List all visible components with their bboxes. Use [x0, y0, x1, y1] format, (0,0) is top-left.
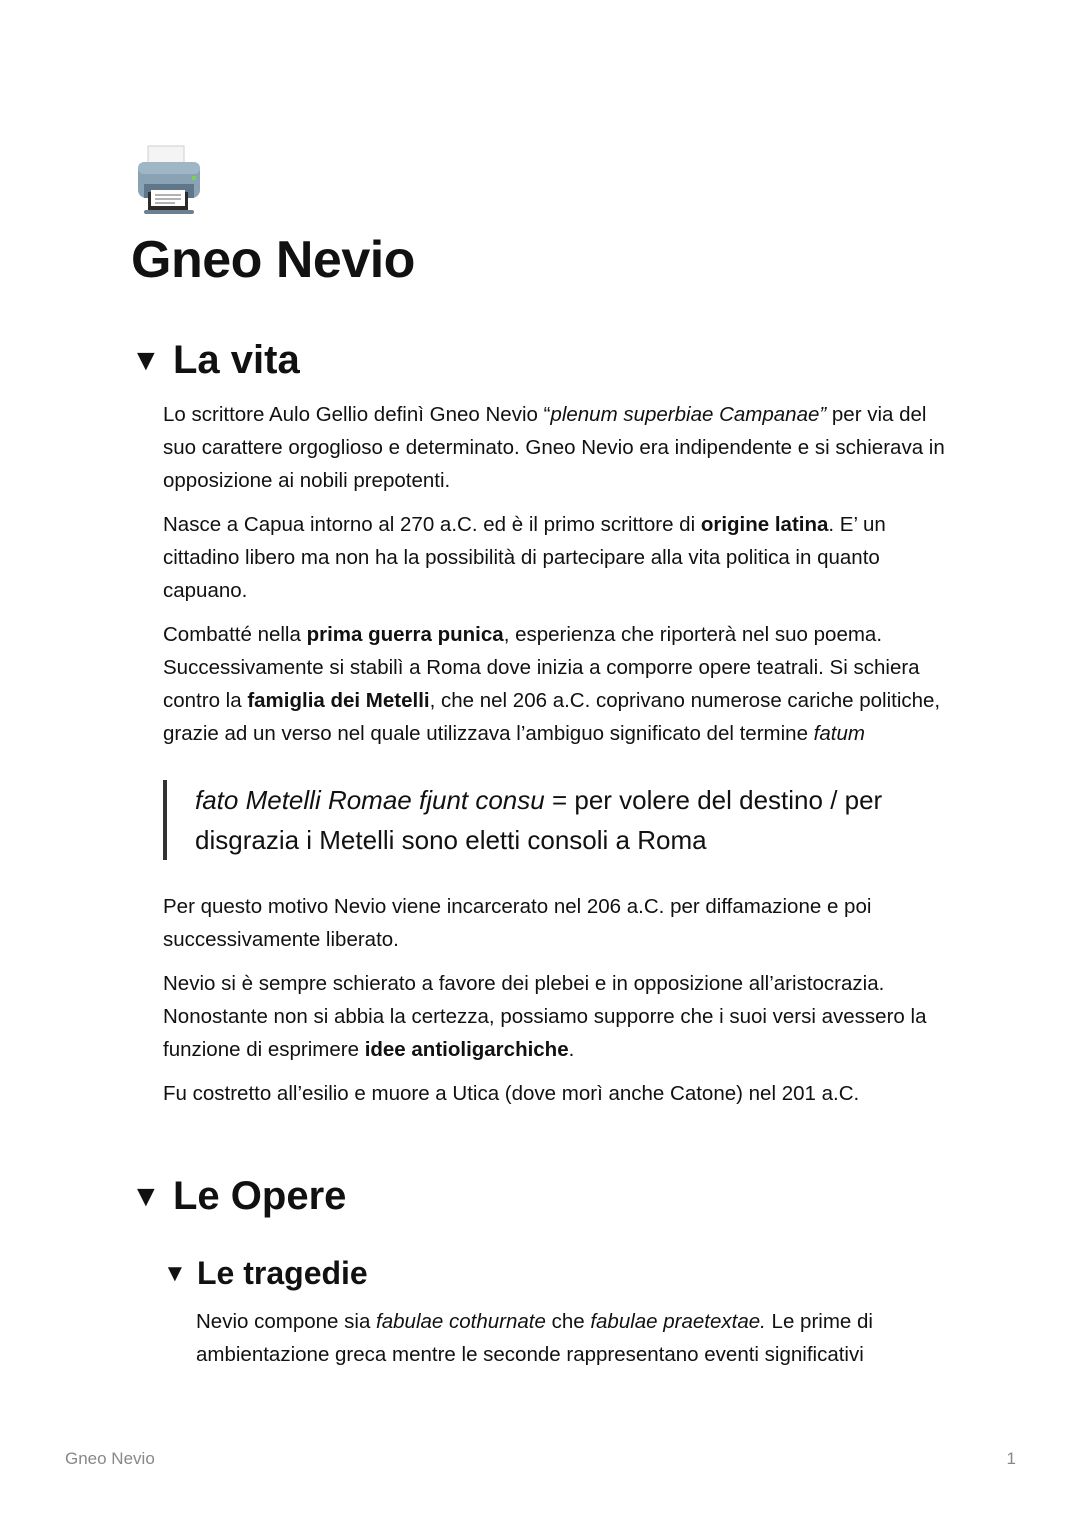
section-le-tragedie-content [196, 1305, 936, 1382]
triangle-down-icon[interactable]: ▼ [131, 343, 161, 377]
subsection-heading: Le tragedie [197, 1255, 368, 1291]
toggle-le-tragedie[interactable] [163, 1255, 368, 1292]
printer-icon [134, 140, 214, 220]
page-number: 1 [1006, 1449, 1016, 1468]
triangle-down-icon[interactable]: ▼ [163, 1259, 187, 1287]
blockquote: fato Metelli Romae fjunt consu = per volere del destino / per disgrazia i Metelli sono eletti consoli a Roma [163, 780, 953, 860]
section-heading: Le Opere [173, 1174, 347, 1218]
triangle-down-icon[interactable]: ▼ [131, 1179, 161, 1213]
paragraph: Combatté nella prima guerra punica, esperienza che riporterà nel suo poema. Successivamente si stabilì a Roma dove inizia a comporre opere teatrali. Si schiera contro la famiglia dei Metelli, che nel 206 a.C. coprivano numerose cariche politiche, grazie ad un verso nel quale utilizzava l’ambiguo significato del termine fatum [163, 623, 941, 745]
paragraph: Nevio si è sempre schierato a favore dei plebei e in opposizione all’aristocrazia. Nonostante non si abbia la certezza, possiamo supporre che i suoi versi avessero la funzione di esprimere idee antioligarchiche. [163, 972, 927, 1061]
paragraph: Nevio compone sia fabulae cothurnate che fabulae praetextae. Le prime di ambientazione greca mentre le seconde rappresentano eventi significativi [196, 1310, 873, 1366]
toggle-le-opere[interactable] [131, 1174, 346, 1219]
section-la-vita-content [163, 398, 953, 1121]
footer-title: Gneo Nevio [65, 1449, 155, 1468]
paragraph: Nasce a Capua intorno al 270 a.C. ed è il primo scrittore di origine latina. E’ un cittadino libero ma non ha la possibilità di partecipare alla vita politica in quanto capuano. [163, 513, 886, 602]
paragraph: Lo scrittore Aulo Gellio definì Gneo Nevio “plenum superbiae Campanae” per via del suo carattere orgoglioso e determinato. Gneo Nevio era indipendente e si schierava in opposizione ai nobili prepotenti. [163, 403, 945, 492]
section-heading: La vita [173, 338, 300, 382]
paragraph: Fu costretto all’esilio e muore a Utica (dove morì anche Catone) nel 201 a.C. [163, 1082, 860, 1105]
toggle-la-vita[interactable] [131, 338, 300, 383]
page-title: Gneo Nevio [131, 231, 415, 289]
paragraph: Per questo motivo Nevio viene incarcerato nel 206 a.C. per diffamazione e poi successivamente liberato. [163, 895, 872, 951]
